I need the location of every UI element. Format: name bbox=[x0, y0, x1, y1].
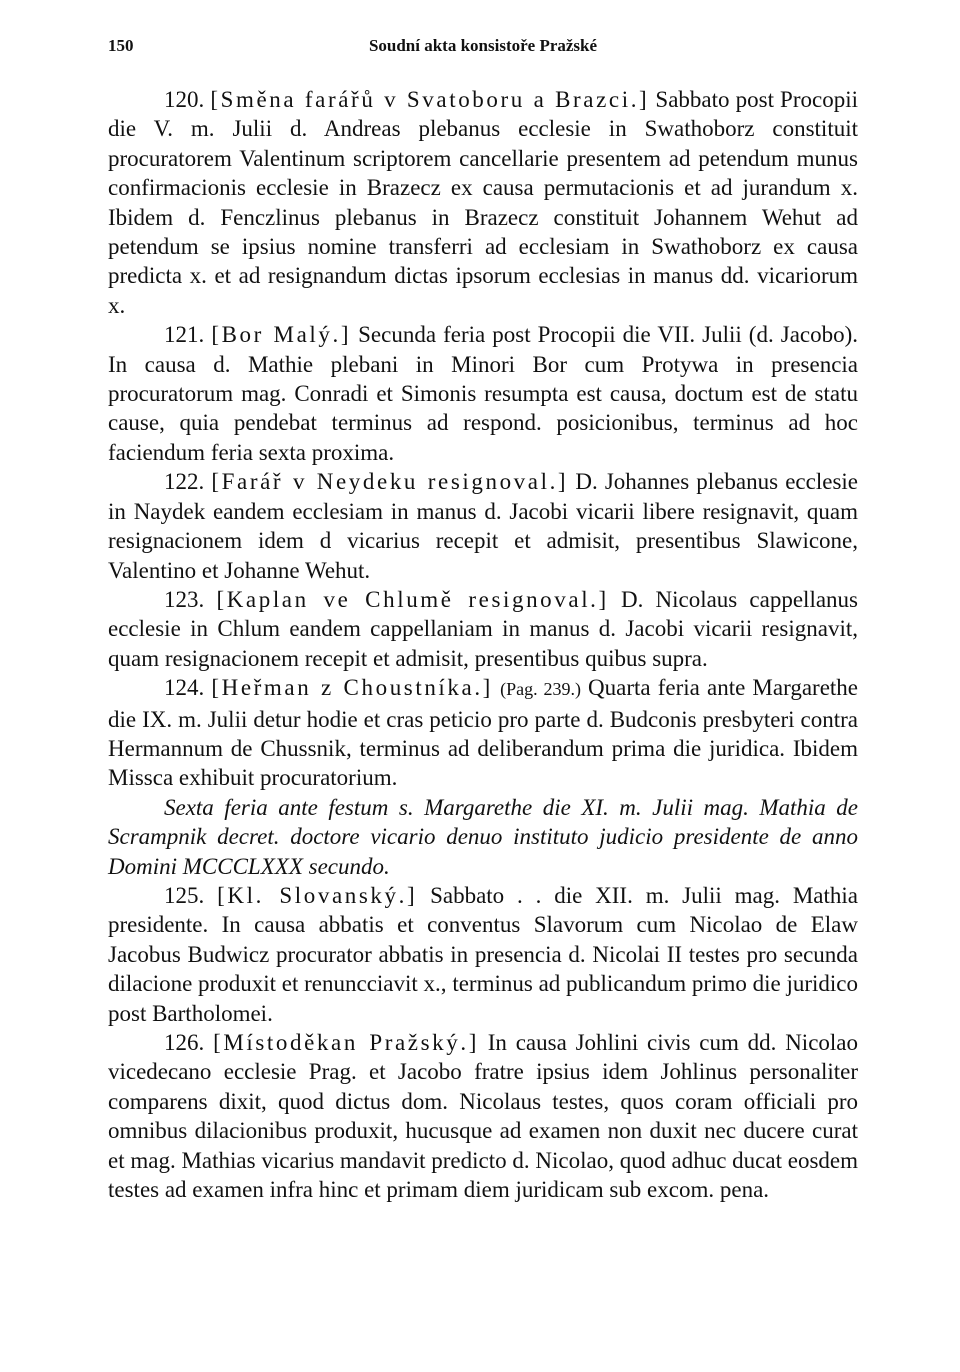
entry-number: 121. bbox=[164, 322, 205, 348]
entry-126 bbox=[108, 1028, 858, 1204]
entry-topic: [Heřman z Choustníka.] bbox=[211, 675, 493, 701]
entry-topic: [Místoděkan Pražský.] bbox=[213, 1030, 479, 1055]
page-number: 150 bbox=[108, 36, 134, 55]
page-header bbox=[108, 36, 858, 66]
entry-121 bbox=[108, 320, 858, 467]
entry-124 bbox=[108, 673, 858, 793]
entry-text: Quarta feria ante Margarethe die IX. m. Julii detur hodie et cras peticio pro parte d. Budconis presbyteri contra Hermannum de Chussnik, terminus ad deliberandum prima die juridica. Ibidem Missca exhibuit procuratorium. bbox=[108, 675, 858, 791]
entry-text: Sabbato . . die XII. m. Julii mag. Mathia presidente. In causa abbatis et conventus Slavorum cum Nicolao de Elaw Jacobus Budwicz procurator abbatis in presencia d. Nicolai II testes pro secunda dilacione produxit et renuncciavit x., terminus ad publicandum primo die juridico post Bartholomei. bbox=[108, 882, 858, 1026]
session-note: Sexta feria ante festum s. Margarethe die XI. m. Julii mag. Mathia de Scrampnik decret. doctore vicario denuo instituto judicio presidente de anno Domini MCCCLXXX secundo. bbox=[108, 794, 858, 879]
entry-topic: [Kaplan ve Chlumě resignoval.] bbox=[216, 586, 609, 612]
entry-123 bbox=[108, 585, 858, 673]
entry-number: 125. bbox=[164, 882, 205, 908]
entry-topic: [Směna farářů v Svatoboru a Brazci.] bbox=[210, 87, 650, 112]
entry-text: D. Nicolaus cappellanus ecclesie in Chlum eandem cappellaniam in manus d. Jacobi vicarii resignavit, quam resignacionem recepit et admisit, presentibus quibus supra. bbox=[108, 586, 859, 671]
entry-125 bbox=[108, 881, 858, 1028]
entry-120 bbox=[108, 85, 858, 320]
entry-number: 120. bbox=[164, 87, 205, 112]
entry-number: 126. bbox=[164, 1030, 205, 1055]
entry-topic: [Bor Malý.] bbox=[211, 322, 352, 348]
entry-122 bbox=[108, 467, 858, 585]
entry-text: Secunda feria post Procopii die VII. Julii (d. Jacobo). In causa d. Mathie plebani in Minori Bor cum Protywa in presencia procuratorum mag. Conradi et Simonis resumpta est causa, doctum est de statu cause, quia pendebat terminus ad respond. posicionibus, terminus ad hoc faciendum feria sexta proxima. bbox=[108, 322, 859, 465]
entry-text: In causa Johlini civis cum dd. Nicolao vicedecano ecclesie Prag. et Jacobo fratre ipsius idem Johlinus personaliter comparens dixit, quod dictus dom. Nicolaus testes, quos coram officiali pro omnibus dilacionibus produxit, hucusque ad examen non duxit nec ducere curat et mag. Mathias vicarius mandavit predicto d. Nicolao, quod adhuc ducat eosdem testes ad examen infra hinc et primam diem juridicam sub excom. pena. bbox=[108, 1030, 859, 1203]
entry-number: 123. bbox=[164, 586, 205, 612]
entry-topic: [Farář v Neydeku resignoval.] bbox=[211, 469, 569, 495]
running-title: Soudní akta konsistoře Pražské bbox=[368, 36, 598, 55]
page-reference: (Pag. 239.) bbox=[500, 679, 581, 700]
entry-text: Sabbato post Procopii die V. m. Julii d. Andreas plebanus ecclesie in Swathoborz constituit procuratorem Valentinum scriptorem cancellarie presentem ad petendum munus confirmacionis ecclesie in Brazecz ex causa permutacionis et ad jurandum x. Ibidem d. Fenczlinus plebanus in Brazecz constituit Johannem Wehut ad petendum se ipsius nomine transferri ad ecclesiam in Swathoborz ex causa predicta x. et ad resignandum dictas ipsorum ecclesias in manus dd. vicariorum x. bbox=[108, 87, 858, 318]
entry-number: 122. bbox=[164, 469, 205, 495]
entry-text: D. Johannes plebanus ecclesie in Naydek eandem ecclesiam in manus d. Jacobi vicarii libere resignavit, quam resignacionem idem d vicarius recepit et admisit, presentibus Slawicone, Valentino et Johanne Wehut. bbox=[108, 469, 858, 583]
entry-number: 124. bbox=[164, 675, 205, 701]
document-body bbox=[108, 85, 858, 1204]
entry-topic: [Kl. Slovanský.] bbox=[217, 882, 418, 908]
